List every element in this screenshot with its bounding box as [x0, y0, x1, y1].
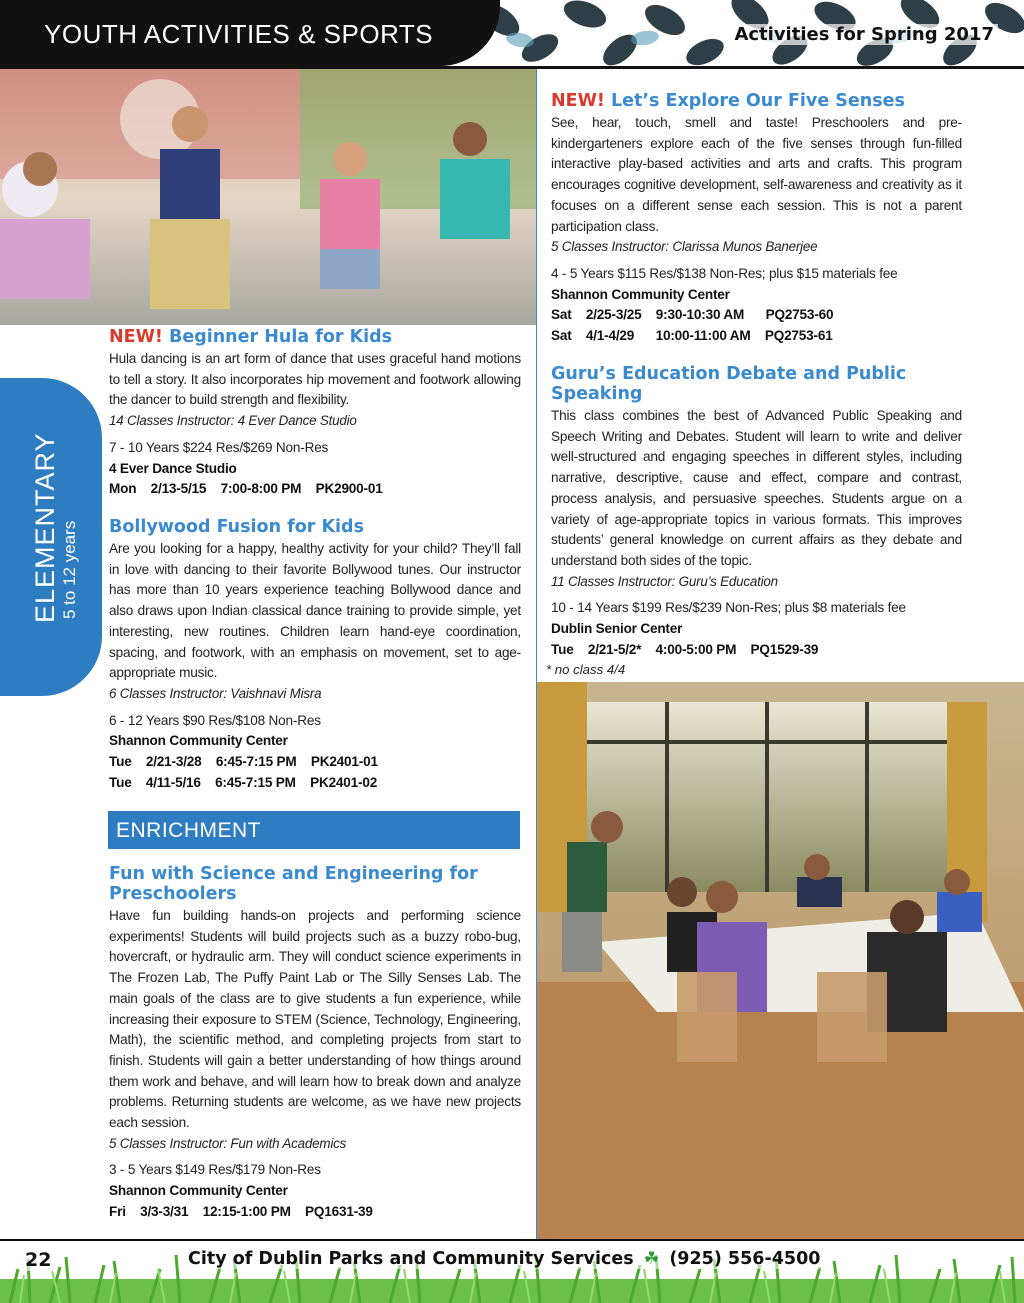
course-description: Hula dancing is an art form of dance that uses graceful hand motions to tell a story. It also incorporates hip movement and footwork allowing the dancer to build strength and flexibility. — [109, 351, 521, 408]
course-age-fee: 10 - 14 Years $199 Res/$239 Non-Res; plus $8 materials fee — [551, 600, 906, 616]
course-title: Fun with Science and Engineering for Preschoolers — [109, 864, 478, 904]
course-title: Guru’s Education Debate and Public Speaking — [551, 364, 907, 404]
course-meta: 5 Classes Instructor: Clarissa Munos Banerjee — [551, 239, 818, 255]
course-location: Shannon Community Center — [551, 286, 730, 302]
page-number: 22 — [22, 1249, 54, 1271]
course-bollywood-fusion — [109, 517, 521, 793]
course-session: Sat 2/25-3/25 9:30-10:30 AM PQ2753-60 — [551, 307, 834, 323]
course-age-fee: 6 - 12 Years $90 Res/$108 Non-Res — [109, 712, 321, 728]
course-meta: 11 Classes Instructor: Guru’s Education — [551, 573, 778, 589]
course-age-fee: 4 - 5 Years $115 Res/$138 Non-Res; plus $15 materials fee — [551, 265, 898, 281]
course-title: Bollywood Fusion for Kids — [109, 517, 364, 537]
course-location: Dublin Senior Center — [551, 621, 683, 637]
course-meta: 6 Classes Instructor: Vaishnavi Misra — [109, 685, 322, 701]
course-description: See, hear, touch, smell and taste! Preschoolers and pre-kindergarteners explore each of the five senses through fun-filled interactive play-based activities and arts and crafts. This program encourages cognitive development, self-awareness and creativity as it focuses on a different sense each session. This is not a parent participation class. — [551, 115, 962, 234]
course-title: NEW! Beginner Hula for Kids — [109, 327, 393, 347]
course-meta: 5 Classes Instructor: Fun with Academics — [109, 1135, 347, 1151]
course-title: NEW! Let’s Explore Our Five Senses — [551, 91, 905, 111]
page-header — [0, 0, 1024, 66]
course-debate-public-speaking — [551, 364, 962, 660]
course-description: Are you looking for a happy, healthy activity for your child? They’ll fall in love with dancing to their favorite Bollywood tunes. Our instructor has more than 10 years experience teaching Bollywood dance and also draws upon Indian classical dance training to provide simple, yet interesting, new routines. Children learn hand-eye coordination, spacing, and footwork, with an emphasis on movement, set to age-appropriate music. — [109, 541, 521, 681]
new-badge: NEW! — [551, 91, 605, 111]
course-science-engineering — [109, 864, 521, 1223]
footer-rule — [0, 1239, 1024, 1241]
enrichment-heading: ENRICHMENT — [108, 811, 520, 849]
course-beginner-hula — [109, 327, 521, 500]
course-age-fee: 3 - 5 Years $149 Res/$179 Non-Res — [109, 1162, 321, 1178]
age-group-tab-text — [30, 323, 80, 623]
section-title: YOUTH ACTIVITIES & SPORTS — [44, 19, 434, 49]
course-location: Shannon Community Center — [109, 733, 288, 749]
new-badge: NEW! — [109, 327, 163, 347]
course-session: Tue 2/21-3/28 6:45-7:15 PM PK2401-01 — [109, 754, 378, 770]
course-meta: 14 Classes Instructor: 4 Ever Dance Studio — [109, 413, 357, 429]
course-session: Tue 2/21-5/2* 4:00-5:00 PM PQ1529-39 — [551, 641, 819, 657]
page-footer — [0, 1239, 1024, 1303]
age-group-label: ELEMENTARY — [30, 432, 60, 623]
course-age-fee: 7 - 10 Years $224 Res/$269 Non-Res — [109, 439, 329, 455]
course-description: This class combines the best of Advanced Public Speaking and Speech Writing and Debates. Student will learn to write and deliver well-structured and engaging speeches in different styles, including narrative, descriptive, cause and effect, compare and contrast, process analysis, and persuasive speeches. Students argue on a variety of age-appropriate topics in various formats. This improves students’ general knowledge on current affairs as they debate and understand both sides of the topic. — [551, 408, 962, 568]
clover-icon: ☘ — [643, 1249, 660, 1269]
course-five-senses — [551, 91, 962, 347]
phone-number: (925) 556-4500 — [669, 1249, 821, 1269]
course-description: Have fun building hands-on projects and performing science experiments! Students will build projects such as a buzzy robo-bug, hovercraft, or hydraulic arm. They will conduct science experiments in The Frozen Lab, The Puffy Paint Lab or The Silly Senses Lab. The main goals of the class are to give students a fun experience, while increasing their exposure to STEM (Science, Technology, Engineering, Math), the scientific method, and completing projects from start to finish. Students will gain a better understanding of how things around them work and behave, and will learn how to break down and analyze problems. Returning students are welcome, as we have new projects each session. — [109, 908, 521, 1131]
course-session: Fri 3/3-3/31 12:15-1:00 PM PQ1631-39 — [109, 1203, 373, 1219]
course-session: Mon 2/13-5/15 7:00-8:00 PM PK2900-01 — [109, 481, 383, 497]
course-location: Shannon Community Center — [109, 1183, 288, 1199]
course-location: 4 Ever Dance Studio — [109, 460, 237, 476]
age-range-label: 5 to 12 years — [60, 520, 79, 619]
dancing-kids-photo — [0, 69, 536, 325]
footer-contact — [184, 1249, 824, 1269]
course-session: Sat 4/1-4/29 10:00-11:00 AM PQ2753-61 — [551, 328, 833, 344]
season-label: Activities for Spring 2017 — [730, 24, 998, 45]
schedule-note: * no class 4/4 — [546, 662, 626, 677]
classroom-kids-photo — [537, 682, 1024, 1239]
organization-name: City of Dublin Parks and Community Services — [188, 1249, 634, 1269]
course-session: Tue 4/11-5/16 6:45-7:15 PM PK2401-02 — [109, 774, 378, 790]
